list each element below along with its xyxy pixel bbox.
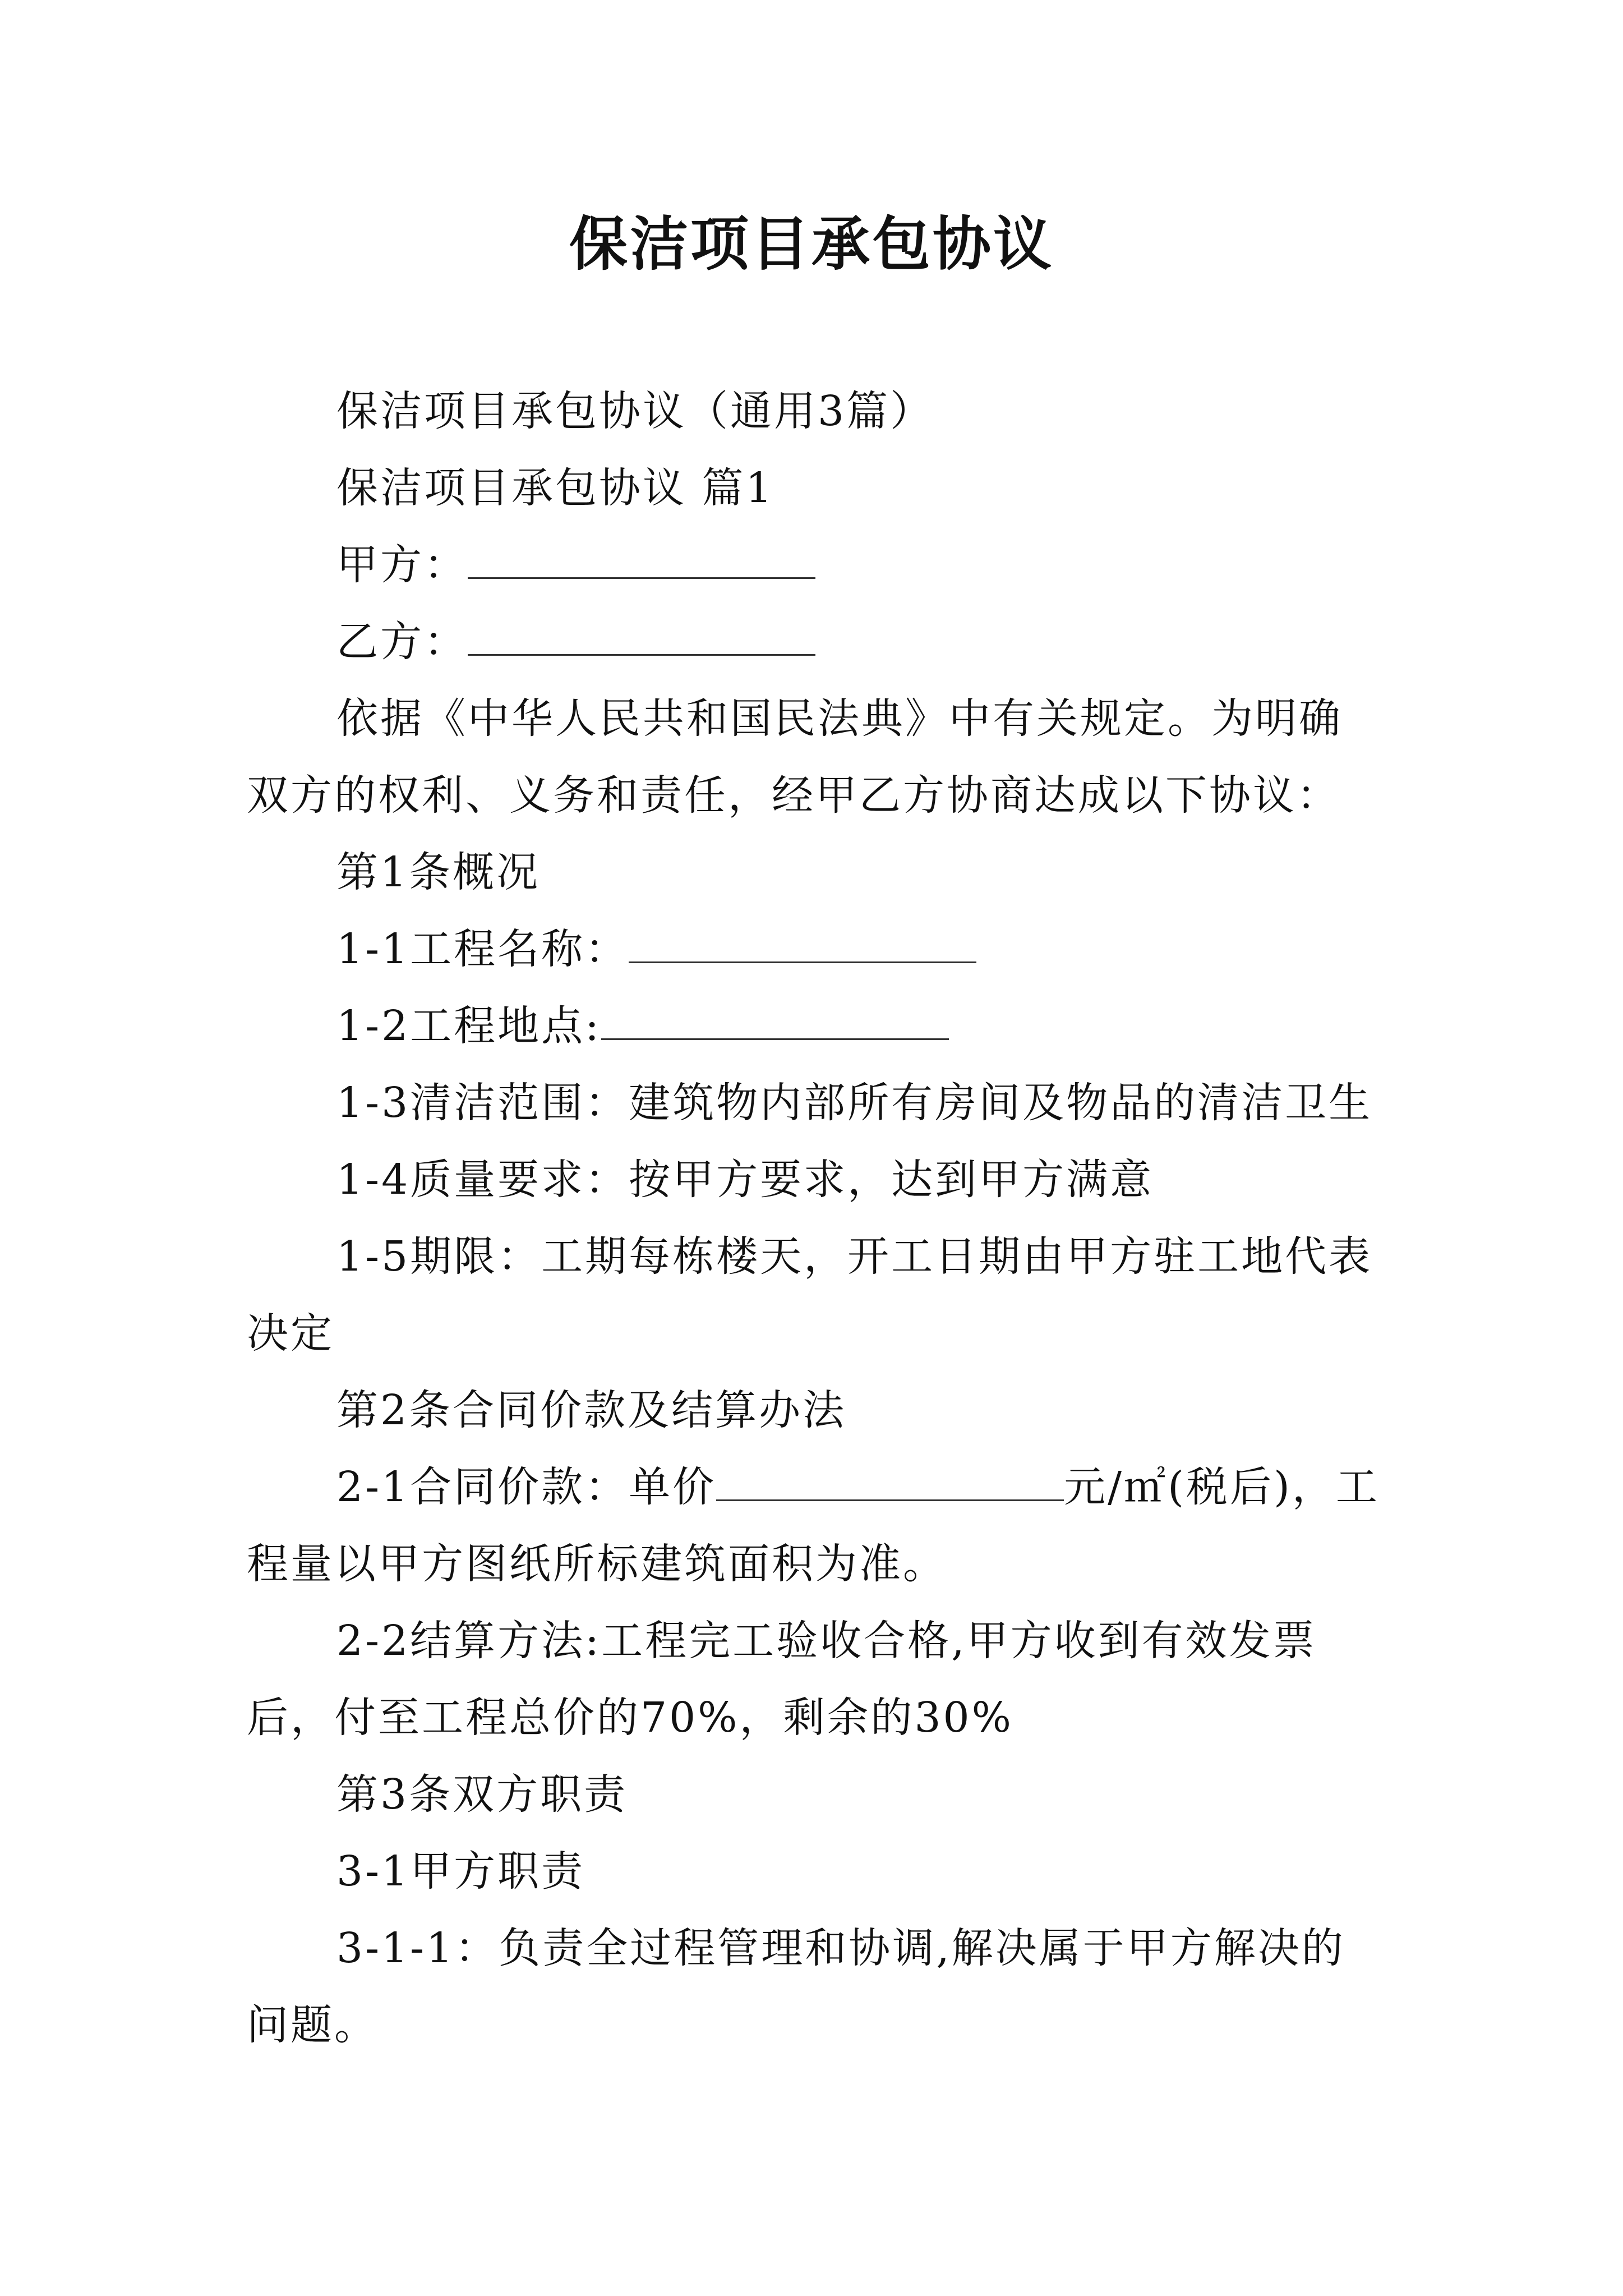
party-a-blank bbox=[468, 527, 815, 579]
article-2-heading: 第2条合同价款及结算办法 bbox=[336, 1386, 847, 1434]
item-1-3: 1-3清洁范围：建筑物内部所有房间及物品的清洁卫生 bbox=[336, 1079, 1373, 1127]
item-3-1-1: 3-1-1：负责全过程管理和协调,解决属于甲方解决的问题。 bbox=[247, 1924, 1345, 2049]
party-b-label: 乙方： bbox=[336, 618, 468, 666]
item-1-1 bbox=[247, 911, 1385, 988]
item-3-1: 3-1甲方职责 bbox=[336, 1847, 585, 1895]
intro-paragraph: 依据《中华人民共和国民法典》中有关规定。为明确双方的权利、义务和责任，经甲乙方协商达成以下协议： bbox=[247, 694, 1343, 820]
party-b-blank bbox=[468, 604, 815, 656]
document-body bbox=[247, 373, 1385, 2064]
project-name-blank bbox=[629, 911, 976, 963]
item-2-2: 2-2结算方法:工程完工验收合格,甲方收到有效发票后，付至工程总价的70%，剩余的30% bbox=[247, 1617, 1317, 1742]
document-title: 保洁项目承包协议 bbox=[569, 209, 1054, 278]
section-heading: 保洁项目承包协议 篇1 bbox=[336, 464, 774, 512]
item-1-2-label: 1-2工程地点: bbox=[336, 1002, 602, 1050]
item-1-5: 1-5期限：工期每栋楼天，开工日期由甲方驻工地代表决定 bbox=[247, 1232, 1373, 1358]
subtitle-line: 保洁项目承包协议（通用3篇） bbox=[336, 387, 934, 435]
item-2-1-label: 2-1合同价款：单价 bbox=[336, 1463, 717, 1511]
unit-price-blank bbox=[716, 1449, 1064, 1501]
item-2-1-rest: 元/㎡(税后)，工程量以甲方图纸所标建筑面积为准。 bbox=[247, 1463, 1380, 1588]
item-2-1 bbox=[247, 1449, 1385, 1603]
party-a-label: 甲方： bbox=[336, 541, 468, 589]
party-a-line bbox=[247, 527, 1385, 604]
party-b-line bbox=[247, 604, 1385, 680]
article-3-heading: 第3条双方职责 bbox=[336, 1770, 628, 1819]
item-1-2 bbox=[247, 988, 1385, 1065]
item-1-1-label: 1-1工程名称： bbox=[336, 925, 629, 973]
project-location-blank bbox=[601, 988, 949, 1040]
item-1-4: 1-4质量要求：按甲方要求，达到甲方满意 bbox=[336, 1156, 1154, 1204]
article-1-heading: 第1条概况 bbox=[336, 848, 541, 896]
